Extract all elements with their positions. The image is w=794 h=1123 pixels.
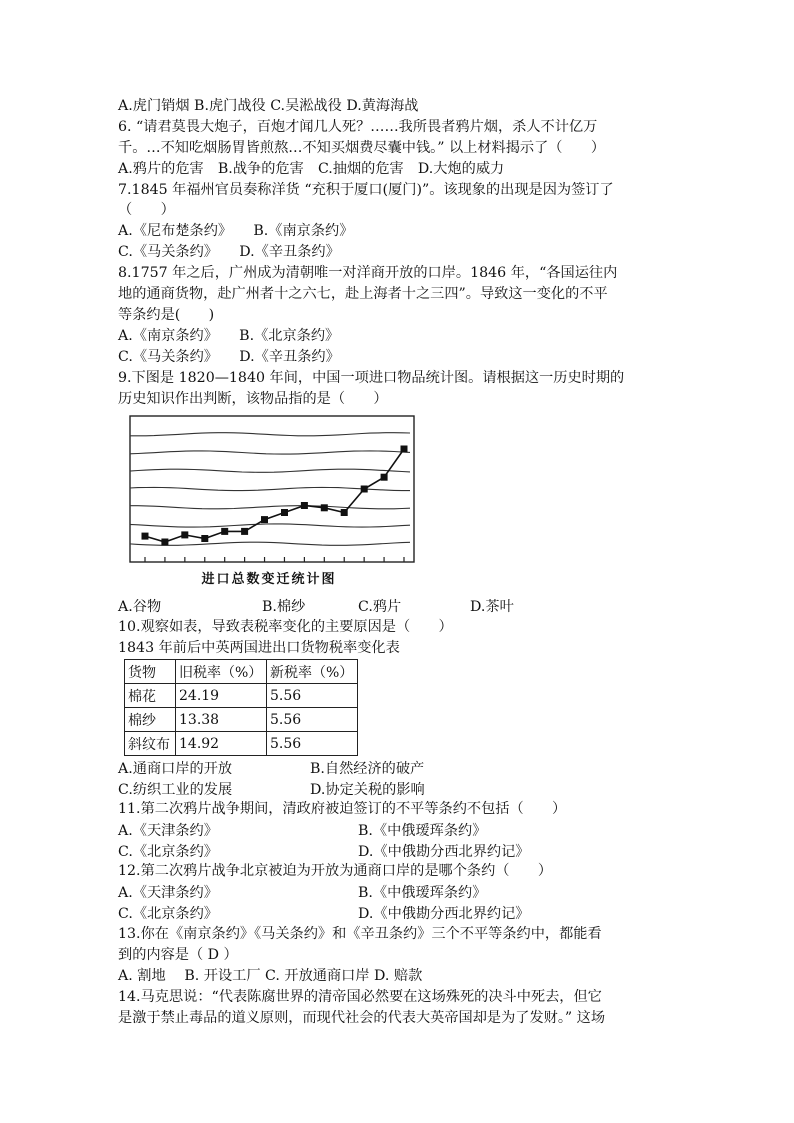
q9-option-d: D.茶叶	[470, 599, 514, 615]
q9-option-b: B.棉纱	[262, 599, 306, 615]
table-row	[125, 732, 358, 756]
table-row	[125, 684, 358, 708]
chart-data-point	[261, 516, 268, 523]
q12-option-d: D.《中俄勘分西北界约记》	[358, 906, 530, 922]
chart-title: 进口总数变迁统计图	[201, 572, 337, 587]
table-cell: 5.56	[267, 684, 358, 708]
q14-stem: 14.马克思说：“代表陈腐世界的清帝国必然要在这场殊死的决斗中死去，但它	[118, 989, 602, 1005]
q11-option-b: B.《中俄瑷珲条约》	[358, 823, 487, 839]
chart-data-point	[341, 509, 348, 516]
q6-stem: 6. “请君莫畏大炮子，百炮才闻几人死？……我所畏者鸦片烟，杀人不计亿万	[118, 119, 598, 135]
q9-stem: 9.下图是 1820—1840 年间，中国一项进口物品统计图。请根据这一历史时期的	[118, 370, 625, 386]
q8-options: A.《南京条约》 B.《北京条约》	[118, 328, 340, 344]
chart-data-point	[281, 509, 288, 516]
chart-series-line	[145, 449, 404, 542]
table-cell: 棉纱	[125, 708, 176, 732]
chart-data-point	[201, 535, 208, 542]
chart-data-point	[161, 539, 168, 546]
q7-options: A.《尼布楚条约》 B.《南京条约》	[118, 223, 354, 239]
q8-stem: 等条约是( )	[118, 307, 215, 323]
q6-stem: 千。…不知吃烟肠胃皆煎熬…不知买烟费尽囊中钱。” 以上材料揭示了（ ）	[118, 140, 606, 156]
table-cell: 14.92	[176, 732, 267, 756]
tax-rate-table	[124, 659, 358, 756]
chart-gridline	[130, 451, 410, 454]
chart-data-point	[361, 486, 368, 493]
q13-stem: 到的内容是（ D ）	[118, 947, 238, 963]
chart-data-point	[142, 533, 149, 540]
q7-stem: （ ）	[118, 202, 175, 218]
table-cell: 斜纹布	[125, 732, 176, 756]
q9-option-c: C.鸦片	[358, 599, 402, 615]
chart-gridline	[130, 433, 410, 436]
chart-data-point	[301, 502, 308, 509]
chart-data-point	[241, 528, 248, 535]
table-header-cell: 旧税率（%）	[176, 660, 267, 684]
chart-gridline	[130, 542, 410, 545]
chart-gridline	[130, 506, 410, 509]
q9-option-a: A.谷物	[118, 599, 162, 615]
q13-options: A. 割地 B. 开设工厂 C. 开放通商口岸 D. 赔款	[118, 968, 423, 984]
q11-option-d: D.《中俄勘分西北界约记》	[358, 844, 530, 860]
table-cell: 棉花	[125, 684, 176, 708]
q10-option-b: B.自然经济的破产	[310, 761, 425, 777]
table-header-cell: 新税率（%）	[267, 660, 358, 684]
q13-stem: 13.你在《南京条约》《马关条约》和《辛丑条约》三个不平等条约中，都能看	[118, 926, 602, 942]
chart-gridline	[130, 487, 410, 490]
q6-options: A.鸦片的危害 B.战争的危害 C.抽烟的危害 D.大炮的威力	[118, 161, 505, 177]
chart-gridline	[130, 524, 410, 527]
import-chart	[118, 410, 420, 592]
q5-options: A.虎门销烟 B.虎门战役 C.吴淞战役 D.黄海海战	[118, 98, 419, 114]
q12-stem: 12.第二次鸦片战争北京被迫为开放为通商口岸的是哪个条约（ ）	[118, 863, 553, 879]
q8-stem: 地的通商货物，赴广州者十之六七，赴上海者十之三四”。导致这一变化的不平	[118, 286, 608, 302]
q9-stem: 历史知识作出判断，该物品指的是（ ）	[118, 391, 388, 407]
q10-stem: 10.观察如表，导致表税率变化的主要原因是（ ）	[118, 619, 453, 635]
q10-option-d: D.协定关税的影响	[310, 782, 425, 798]
chart-data-point	[221, 528, 228, 535]
table-cell: 24.19	[176, 684, 267, 708]
q7-stem: 7.1845 年福州官员奏称洋货 “充积于厦口(厦门)”。该现象的出现是因为签订了	[118, 182, 614, 198]
q7-options: C.《马关条约》 D.《辛丑条约》	[118, 244, 340, 260]
q11-stem: 11.第二次鸦片战争期间，清政府被迫签订的不平等条约不包括（ ）	[118, 801, 567, 817]
q12-option-b: B.《中俄瑷珲条约》	[358, 885, 487, 901]
q12-option-c: C.《北京条约》	[118, 906, 218, 922]
table-title: 1843 年前后中英两国进出口货物税率变化表	[118, 640, 400, 656]
import-chart-svg	[118, 410, 420, 592]
chart-data-point	[381, 474, 388, 481]
chart-data-point	[181, 531, 188, 538]
q10-option-a: A.通商口岸的开放	[118, 761, 233, 777]
q10-option-c: C.纺织工业的发展	[118, 782, 233, 798]
chart-gridline	[130, 469, 410, 472]
chart-data-point	[401, 446, 408, 453]
q12-option-a: A.《天津条约》	[118, 885, 218, 901]
q8-stem: 8.1757 年之后，广州成为清朝唯一对洋商开放的口岸。1846 年，“各国运往内	[118, 265, 618, 281]
table-header-row	[125, 660, 358, 684]
table-cell: 5.56	[267, 732, 358, 756]
q8-options: C.《马关条约》 D.《辛丑条约》	[118, 349, 340, 365]
chart-data-point	[321, 504, 328, 511]
table-cell: 5.56	[267, 708, 358, 732]
q11-option-a: A.《天津条约》	[118, 823, 218, 839]
q11-option-c: C.《北京条约》	[118, 844, 218, 860]
q14-stem: 是激于禁止毒品的道义原则，而现代社会的代表大英帝国却是为了发财。” 这场	[118, 1010, 606, 1026]
table-cell: 13.38	[176, 708, 267, 732]
table-row	[125, 708, 358, 732]
table-header-cell: 货物	[125, 660, 176, 684]
